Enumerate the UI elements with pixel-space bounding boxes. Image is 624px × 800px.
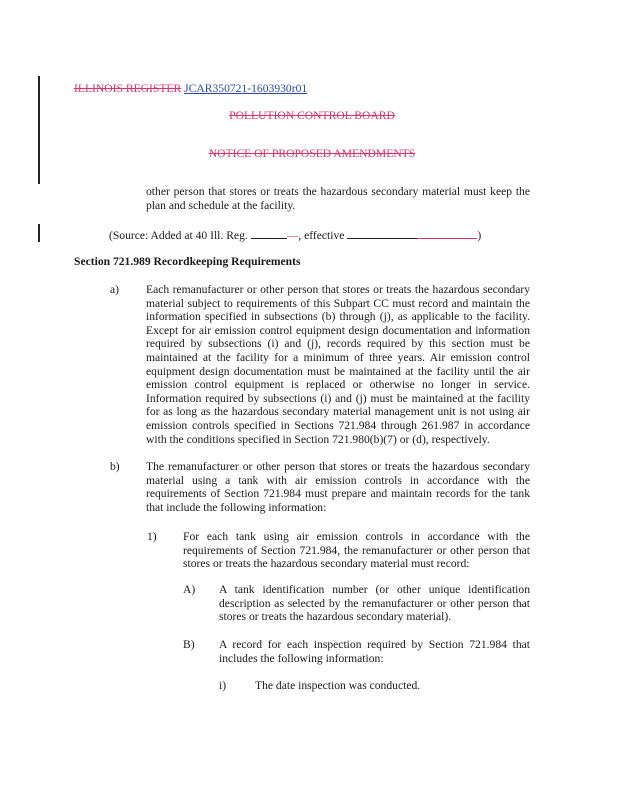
register-header [74,82,307,96]
effective-blank-inserted [417,229,477,239]
item-label: i) [219,679,227,692]
source-middle: , effective [298,229,348,242]
item-text: The date inspection was conducted. [255,679,421,692]
change-bar [38,76,40,184]
effective-blank [347,229,417,239]
subsection-text: The remanufacturer or other person that stores or treats the hazardous secondary material using a tank with air emission controls in accordance with the requirements of Section 721.984 must prepare and maintain records for the tank that include the following information: [146,460,530,514]
source-suffix: ) [477,229,482,242]
source-dash: — [286,229,299,242]
item-label: 1) [147,530,157,543]
subsection-text: Each remanufacturer or other person that stores or treats the hazardous secondary material subject to requirements of this Subpart CC must record and maintain the information specified in subsections (b) through (j), as applicable to the facility. Except for air emission control equipment design documentation and information required by subsections (i) and (j), records required by this section must be maintained at the facility for a minimum of three years. Air emission control equipment design documentation must be maintained at the facility until the air emission control equipment is replaced or otherwise no longer in service. Information required by subsections (i) and (j) must be maintained at the facility for as long as the hazardous secondary material management unit is not using air emission controls specified in Sections 721.984 through 261.987 in accordance with the conditions specified in Section 721.980(b)(7) or (d), respectively. [146,283,530,446]
item-text: A tank identification number (or other unique identification description as selected by the remanufacturer or other person that stores or treats the hazardous secondary material). [219,583,530,624]
source-blank [251,229,287,239]
continuation-paragraph: other person that stores or treats the hazardous secondary material must keep the plan and schedule at the facility. [146,185,530,212]
register-id: JCAR350721-1603930r01 [184,82,308,95]
source-note [109,229,481,243]
source-prefix: (Source: Added at 40 Ill. Reg. [109,229,251,242]
item-label: A) [183,583,196,596]
section-heading: Section 721.989 Recordkeeping Requirements [74,255,301,268]
register-struck-text: ILLINOIS REGISTER [74,82,182,95]
item-text: A record for each inspection required by Section 721.984 that includes the following information: [219,638,530,665]
subsection-label: b) [110,460,120,473]
board-name: POLLUTION CONTROL BOARD [229,109,395,122]
item-text: For each tank using air emission controls in accordance with the requirements of Section 721.984, the remanufacturer or other person that stores or treats the hazardous secondary material must record: [183,530,530,571]
subsection-label: a) [110,283,120,296]
notice-title: NOTICE OF PROPOSED AMENDMENTS [208,147,416,160]
item-label: B) [183,638,195,651]
change-bar [38,224,40,242]
